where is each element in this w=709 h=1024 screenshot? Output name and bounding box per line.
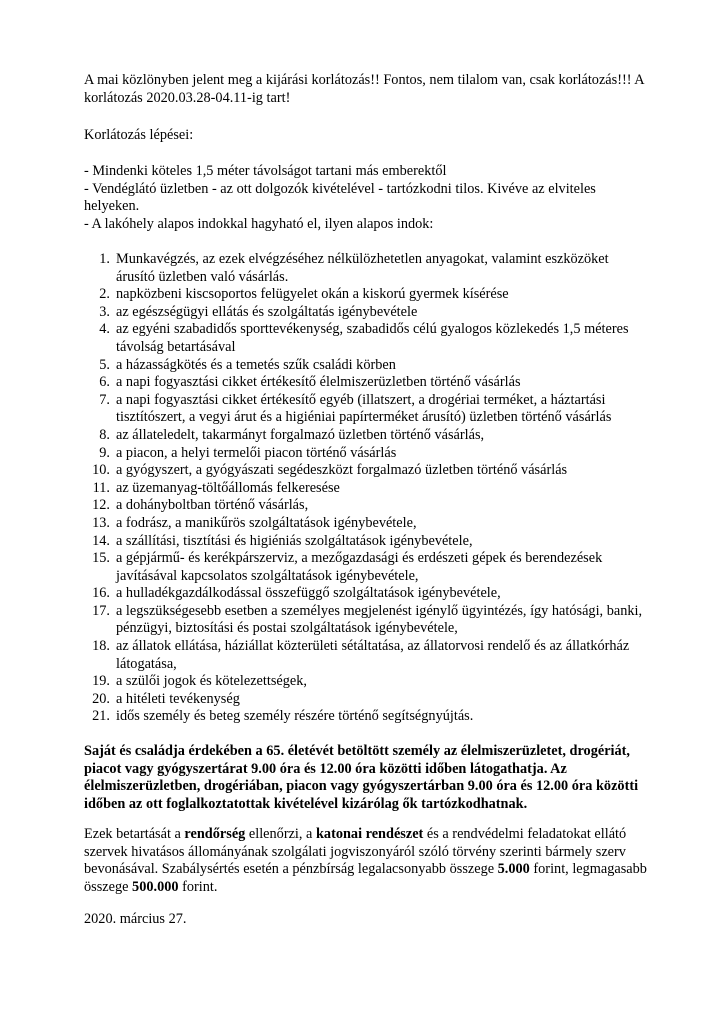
reason-number: 21. <box>92 708 110 725</box>
reason-text: Munkavégzés, az ezek elvégzéséhez nélkülözhetetlen anyagokat, valamint eszközöket árusító üzletben való vásárlás. <box>116 251 609 285</box>
enforcement-text: és a rendvédelmi feladatokat ellátó szervek hivatásos állományának szolgálati jogviszonyáról szóló törvény szerinti bármely szerv bevonásával. Szabálysértés esetén a pénzbírság legalacsonyabb összege <box>84 826 627 878</box>
reason-text: a hitéleti tevékenység <box>116 690 240 707</box>
bullet-item: - A lakóhely alapos indokkal hagyható el, ilyen alapos indok: <box>84 215 434 232</box>
reason-item <box>86 445 648 463</box>
reason-number: 14. <box>92 532 110 549</box>
reason-number: 17. <box>92 602 110 619</box>
reason-number: 9. <box>99 444 110 461</box>
reason-number: 19. <box>92 673 110 690</box>
reason-number: 18. <box>92 638 110 655</box>
reason-text: a gyógyszert, a gyógyászati segédeszközt forgalmazó üzletben történő vásárlás <box>116 462 568 479</box>
reason-text: a hulladékgazdálkodással összefüggő szolgáltatások igénybevétele, <box>116 585 501 602</box>
reason-item <box>86 374 648 392</box>
reason-item <box>86 480 648 498</box>
reason-number: 13. <box>92 514 110 531</box>
reason-number: 15. <box>92 550 110 567</box>
reason-item <box>86 708 648 726</box>
bullet-list <box>84 163 654 233</box>
enforcement-bold: 500.000 <box>132 878 179 895</box>
enforcement-text: forint. <box>178 878 218 895</box>
reasons-list <box>86 251 648 726</box>
reason-text: az egészségügyi ellátás és szolgáltatás igénybevétele <box>116 303 418 320</box>
enforcement-bold: rendőrség <box>184 826 246 842</box>
reason-text: napközbeni kiscsoportos felügyelet okán a kiskorú gyermek kísérése <box>116 286 509 303</box>
reason-item <box>86 251 648 286</box>
reason-item <box>86 392 648 427</box>
reason-number: 10. <box>92 462 110 479</box>
reason-number: 6. <box>99 374 110 391</box>
reason-item <box>86 603 648 638</box>
reason-item <box>86 304 648 322</box>
reason-text: a szülői jogok és kötelezettségek, <box>116 673 307 690</box>
reason-text: a gépjármű- és kerékpárszerviz, a mezőgazdasági és erdészeti gépek és berendezések javításával kapcsolatos szolgáltatások igénybevétele, <box>116 550 603 584</box>
reason-number: 20. <box>92 690 110 707</box>
bullet-item: - Vendéglátó üzletben - az ott dolgozók kivételével - tartózkodni tilos. Kivéve az elviteles helyeken. <box>84 180 596 215</box>
enforcement-text: forint, legmagasabb összege <box>84 861 647 895</box>
reason-text: a dohányboltban történő vásárlás, <box>116 497 309 514</box>
reason-item <box>86 691 648 709</box>
reason-number: 1. <box>99 251 110 267</box>
reason-text: a házasságkötés és a temetés szűk családi körben <box>116 356 396 373</box>
reason-number: 5. <box>99 356 110 373</box>
reason-number: 7. <box>99 391 110 408</box>
reason-item <box>86 427 648 445</box>
reason-text: az állateledelt, takarmányt forgalmazó üzletben történő vásárlás, <box>116 426 485 443</box>
reason-text: az egyéni szabadidős sporttevékenység, szabadidős célú gyalogos közlekedés 1,5 méteres távolság betartásával <box>116 321 629 355</box>
reason-number: 12. <box>92 497 110 514</box>
elderly-notice: Saját és családja érdekében a 65. életévét betöltött személy az élelmiszerüzletet, drogériát, piacot vagy gyógyszertárat 9.00 óra és 12.00 óra közötti időben látogathatja. Az élelmiszerüzletben, drogériában, piacon vagy gyógyszertárban 9.00 óra és 12.00 óra közötti időben az ott foglalkoztatottak kivételével kizárólag ők tartózkodhatnak. <box>84 743 639 812</box>
steps-heading: Korlátozás lépései: <box>84 127 194 143</box>
reason-item <box>86 462 648 480</box>
reason-text: a piacon, a helyi termelői piacon történő vásárlás <box>116 444 397 461</box>
reason-number: 3. <box>99 303 110 320</box>
intro-paragraph: A mai közlönyben jelent meg a kijárási korlátozás!! Fontos, nem tilalom van, csak korlátozás!!! A korlátozás 2020.03.28-04.11-ig tart! <box>84 72 644 106</box>
reason-item <box>86 357 648 375</box>
reason-item <box>86 515 648 533</box>
enforcement-paragraph <box>84 826 654 896</box>
reason-text: idős személy és beteg személy részére történő segítségnyújtás. <box>116 708 474 725</box>
reason-item <box>86 286 648 304</box>
reason-number: 8. <box>99 426 110 443</box>
enforcement-text: ellenőrzi, a <box>245 826 316 842</box>
document-date: 2020. március 27. <box>84 911 187 927</box>
reason-item <box>86 585 648 603</box>
bullet-item: - Mindenki köteles 1,5 méter távolságot tartani más emberektől <box>84 163 447 179</box>
reason-text: a fodrász, a manikűrös szolgáltatások igénybevétele, <box>116 514 417 531</box>
reason-number: 2. <box>99 286 110 303</box>
reason-text: a legszükségesebb esetben a személyes megjelenést igénylő ügyintézés, így hatósági, banki, pénzügyi, biztosítási és postai szolgáltatások igénybevétele, <box>116 602 643 637</box>
reason-number: 11. <box>92 479 110 496</box>
reason-item <box>86 533 648 551</box>
reason-number: 4. <box>99 321 110 338</box>
enforcement-text: Ezek betartását a <box>84 826 185 842</box>
reason-text: az állatok ellátása, háziállat közterületi sétáltatása, az állatorvosi rendelő és az állatkórház látogatása, <box>116 638 630 672</box>
reason-text: az üzemanyag-töltőállomás felkeresése <box>116 479 340 496</box>
enforcement-bold: 5.000 <box>497 861 530 878</box>
reason-item <box>86 497 648 515</box>
reason-number: 16. <box>92 585 110 602</box>
reason-text: a napi fogyasztási cikket értékesítő egyéb (illatszert, a drogériai terméket, a háztartási tisztítószert, a vegyi árut és a higiéniai papírterméket árusító) üzletben történő vásárlás <box>116 391 612 426</box>
reason-item <box>86 638 648 673</box>
enforcement-bold: katonai rendészet <box>315 826 424 842</box>
reason-item <box>86 673 648 691</box>
reason-text: a napi fogyasztási cikket értékesítő élelmiszerüzletben történő vásárlás <box>116 374 521 391</box>
reason-item <box>86 321 648 356</box>
reason-text: a szállítási, tisztítási és higiéniás szolgáltatások igénybevétele, <box>116 532 473 549</box>
reason-item <box>86 550 648 585</box>
